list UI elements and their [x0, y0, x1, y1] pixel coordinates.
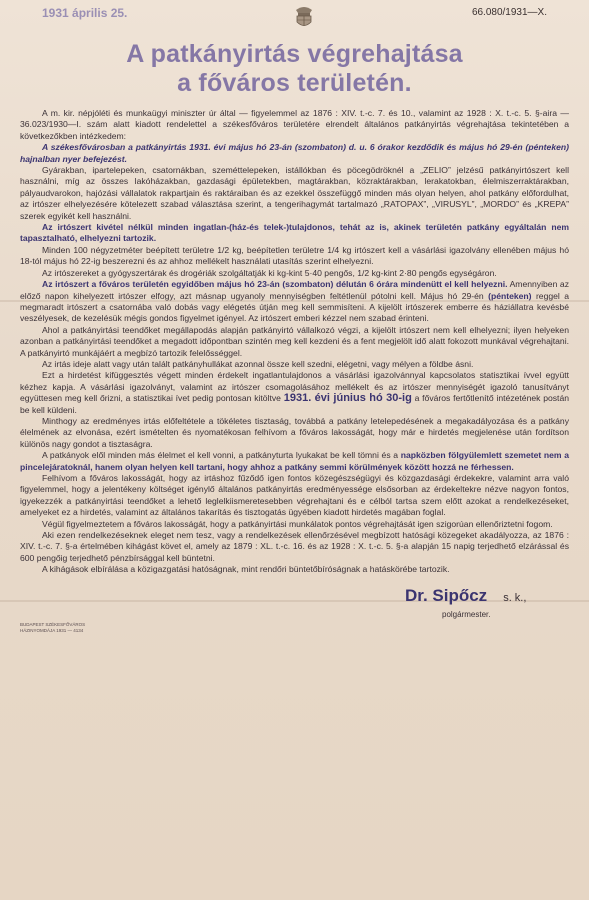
poster-body — [20, 108, 569, 576]
paragraph-poison-types: Gyárakban, ipartelepeken, csatornákban, szeméttelepeken, istállókban és pöcegödröknél a „ZELIO” jelzésű patkányirtószert kell használni, míg az összes lakóházakban, gazdasági épületekben, magtárakban, közraktárakban, lerakatokban, élelmiszerraktárakban, pályaudvarokon, hajózási vállalatok rakpartjain és raktáraiban és az ezekkel összefüggő minden más olyan helyen, ahol patkány előfordulhat, az irtószer elhelyezésére kötelezett szabad választása szerint, a tengerihagymát tartalmazó „RATOPAX”, „VIRUSYL”, „MORDO” és „KREPA” szerek egyikét kell használni. — [20, 165, 569, 221]
title-line-2: a főváros területén. — [177, 69, 412, 97]
food-bold: napközben fölgyülemlett szemetet nem a pincelejáratoknál, hanem olyan helyen kell tartani, hogy ahhoz a patkány semmi körülmények között hozzá ne férhessen. — [20, 450, 570, 472]
paragraph-warning: Végül figyelmeztetem a főváros lakosságát, hogy a patkányirtási munkálatok pontos végrehajtását igen szigorúan ellenőriztetni fogom. — [42, 518, 553, 529]
paragraph-price: Az irtószereket a gyógyszertárak és drogériák szolgáltatják ki kg-kint 5·40 pengős, 1/2 kg-kint 2·80 pengős egységáron. — [42, 267, 497, 278]
paragraph-intro: A m. kir. népjóléti és munkaügyi miniszter úr által — figyelemmel az 1876 : XIV. t.-c. 7. és 10., valamint az 1928 : X. t.-c. 5. §-aira — 36.023/1930—I. szám alatt kiadott rendelettel a székesfőváros területére elrendelt általános patkányirtás végrehajtása tekintetében a következőkben intézkedem: — [20, 108, 569, 141]
paragraph-statistics — [20, 370, 569, 416]
printer-line-1: BUDAPEST SZÉKESFŐVÁROS — [20, 621, 86, 627]
signature-name — [405, 586, 526, 606]
title-line-1: A patkányirtás végrehajtása — [126, 40, 463, 68]
poster-title — [20, 40, 569, 98]
placement-day: (pénteken) — [488, 290, 532, 301]
signature-block — [20, 582, 569, 642]
coat-of-arms-icon — [291, 4, 317, 30]
printer-line-2: HÁZINYOMDÁJA 1931 — 4134 — [20, 627, 84, 633]
poster-header — [20, 4, 569, 26]
placement-end: reggel a megmaradt irtószert a csatornába való dobás vagy elégetés útján meg kell semmisíteni. A kijelölt irtószerek emberre és háziállatra kevésbé veszélyesek, de kezelésük mégis gondos figyelmet igényel. Az irtószert emberi kézzel nem szabad érinteni. — [20, 290, 570, 324]
paragraph-quantity: Minden 100 négyzetméter beépített területre 1/2 kg, beépítetlen területre 1/4 kg irtószert kell a vásárlási igazolvány ellenében május hó 18-tól május hó 22-ig beszerezni és az ahhoz mellékelt használati utasítás szerint elhelyezni. — [20, 244, 569, 267]
signature-role: polgármester. — [442, 609, 491, 619]
fold-line — [0, 300, 589, 302]
paragraph-cleanliness: Minthogy az eredményes irtás előfeltétele a tökéletes tisztaság, továbbá a patkány letelepedésének a megakadályozása és a patkány élelmének az elvonása, ezért ismételten és nyomatékosan felhívom a főváros lakosságát, hogy már e hirdetés megjelenése után fordítson különös nagy gondot a tisztaságra. — [20, 415, 569, 449]
paragraph-carcasses: Az irtás ideje alatt vagy után talált patkányhullákat azonnal össze kell szedni, elégetni, vagy mélyen a földbe ásni. — [42, 358, 474, 369]
paragraph-schedule: A székesfővárosban a patkányirtás 1931. évi május hó 23-án (szombaton) d. u. 6 órakor kezdődik és május hó 29-én (pénteken) hajnalban nyer befejezést. — [20, 142, 569, 164]
statistics-end: a főváros fertőtlenítő intézetének postán be kell küldeni. — [20, 393, 570, 415]
paragraph-appeal: Felhívom a főváros lakosságát, hogy az irtáshoz fűződő igen fontos közegészségügyi és közgazdasági érdekekre, valamint arra való figyelemmel, hogy a jelentékeny költséget igénylő általános patkányirtás eredményessége elsősorban az érdekeltekre nézve nagyon fontos, igyekezzék a patkányirtási teendőket a lehető leglelkiismeretesebben végrehajtani és e célból tartsa szem előtt azokat a rendelkezéseket, amelyeket ez a hirdetés, valamint az általános takarítás és tisztogatás ügyében kiadott hirdetés magában foglal. — [20, 473, 569, 518]
mayor-name: Dr. Sipőcz — [405, 585, 488, 605]
statistics-deadline: 1931. évi június hó 30-ig — [283, 392, 412, 405]
placement-text: Amennyiben az előző napon kihelyezett irtószer elfogy, azt másnap ugyanoly mennyiségben feltétlenül pótolni kell. Május hó 29-én — [20, 279, 569, 301]
paragraph-food — [20, 450, 569, 473]
statistics-text: Ezt a hirdetést kifüggesztés végett minden érdekelt ingatlantulajdonos a vásárlási igazolvánnyal kapcsolatos statisztikai ívvel együtt kézhez kapja. A vásárlási igazolványt, valamint az irtószer csomagolásához mellékelt és az irtószer mennyiségét igazoló tanusítványt együttesen meg kell őrizni, a statisztikai ívet pedig pontosan kitöltve — [20, 370, 569, 404]
paragraph-owner-duty: Az irtószert kivétel nélkül minden ingatlan-(ház-és telek-)tulajdonos, tehát az is, akinek területén patkány egyáltalán nem tapasztalható, elhelyezni tartozik. — [20, 222, 569, 244]
reference-number: 66.080/1931—X. — [471, 7, 547, 18]
printer-imprint — [20, 622, 85, 634]
paragraph-jurisdiction: A kihágások elbírálása a közigazgatási hatóságnak, mint rendőri büntetőbíróságnak a hatáskörébe tartozik. — [42, 564, 450, 575]
signature-suffix: s. k., — [503, 591, 527, 604]
paragraph-contractor: Ahol a patkányirtási teendőket megállapodás alapján patkányirtó vállalkozó végzi, a kijelölt irtószert nem kell elhelyezni; ilyen helyeken azonban a patkányirtási teendőket a megadott időpontban szintén meg kell kezdeni és a fent megjelölt idő alatt fokozott munkával végrehajtani. A patkányirtó munkájáért a megbízó tartozik felelősséggel. — [20, 324, 569, 358]
food-text: A patkányok elől minden más élelmet el kell vonni, a patkányturta lyukakat be kell tömni és a — [42, 450, 399, 461]
paragraph-penalty: Aki ezen rendelkezéseknek eleget nem tesz, vagy a rendelkezések ellenőrzésével megbízott hatósági közegeket akadályozza, az 1876 : XIV. t.-c. 7. §-a értelmében kihágást követ el, amely az 1879 : XL. t.-c. 16. és az 1928 : X. t.-c. 5. §-a alapján 15 napig terjedhető elzárással és 600 pengőig terjedhető pénzbírsággal kell büntetni. — [20, 530, 569, 563]
placement-deadline: Az irtószert a főváros területén egyidőben május hó 23-án (szombaton) délután 6 órára mindenütt el kell helyezni. — [42, 279, 508, 290]
poster-date: 1931 április 25. — [42, 6, 128, 20]
